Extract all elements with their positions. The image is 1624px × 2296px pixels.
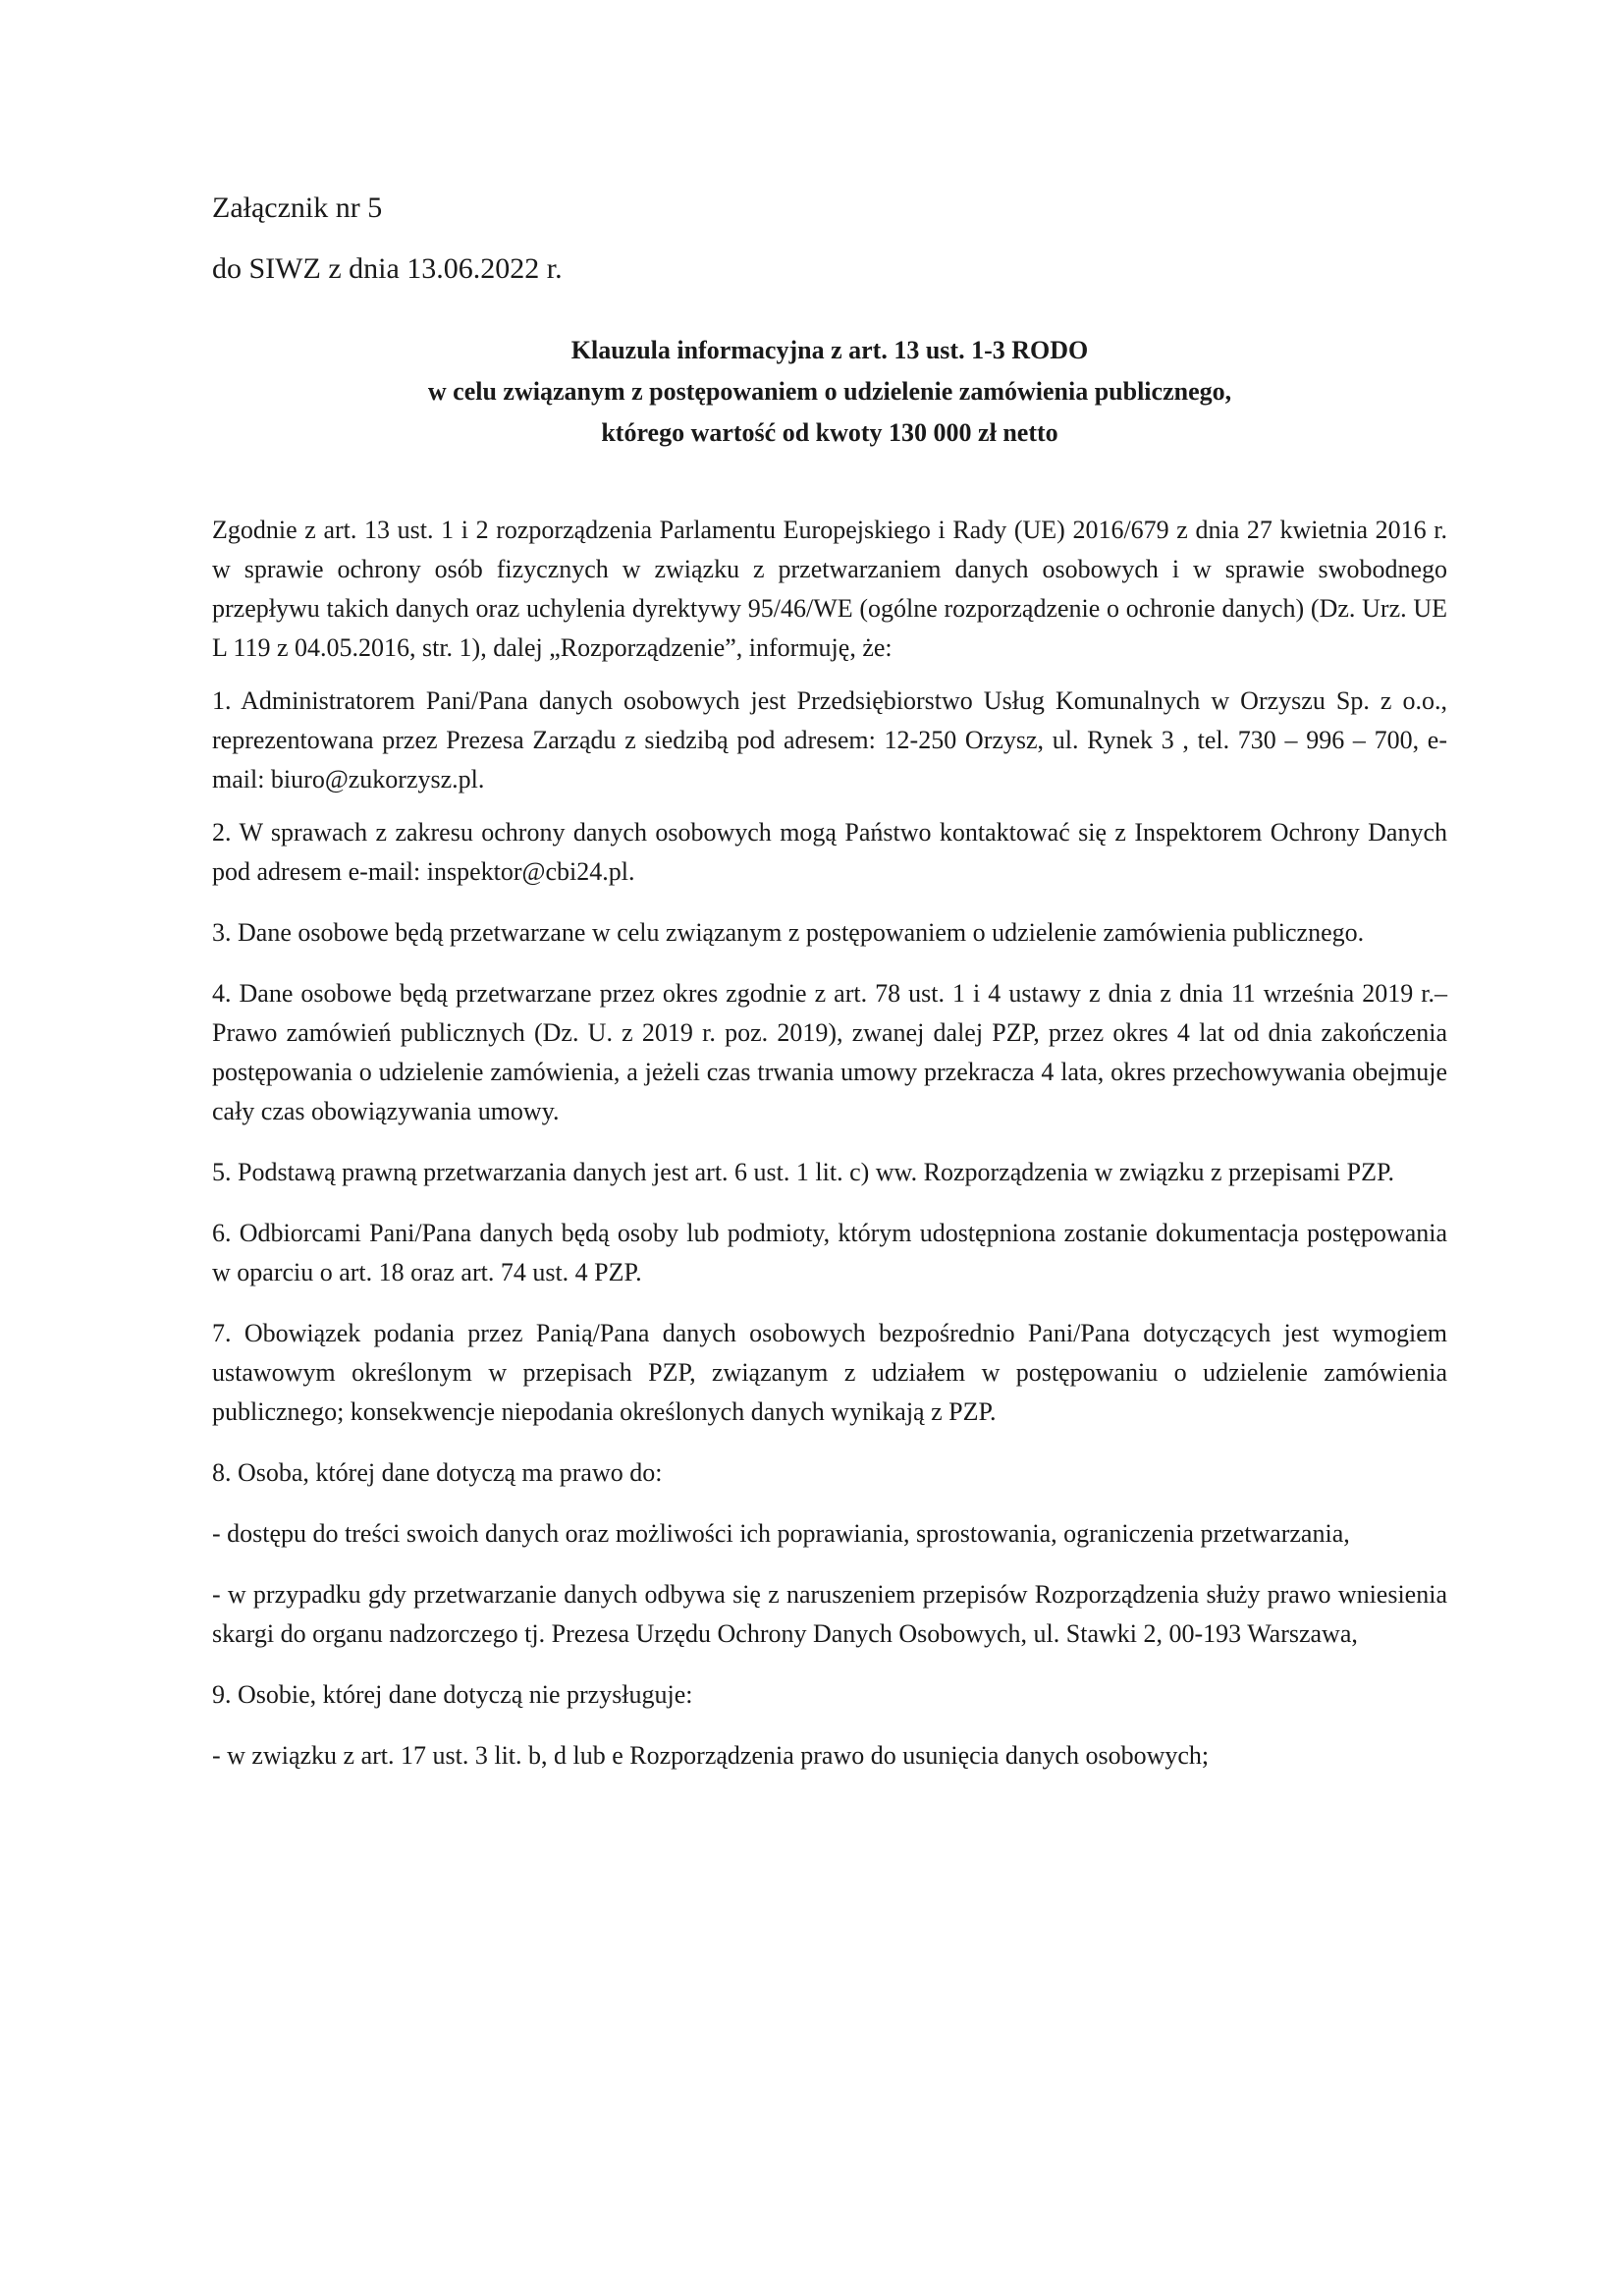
attachment-number: Załącznik nr 5 [212, 191, 383, 224]
clause-7: 7. Obowiązek podania przez Panią/Pana danych osobowych bezpośrednio Pani/Pana dotyczących jest wymogiem ustawowym określonym w przepisach PZP, związanym z udziałem w postępowaniu o udzielenie zamówienia publicznego; konsekwencje niepodania określonych danych wynikają z PZP. [212, 1319, 1447, 1426]
intro-paragraph: Zgodnie z art. 13 ust. 1 i 2 rozporządzenia Parlamentu Europejskiego i Rady (UE) 2016/679 z dnia 27 kwietnia 2016 r. w sprawie ochrony osób fizycznych w związku z przetwarzaniem danych osobowych i w sprawie swobodnego przepływu takich danych oraz uchylenia dyrektywy 95/46/WE (ogólne rozporządzenie o ochronie danych) (Dz. Urz. UE L 119 z 04.05.2016, str. 1), dalej „Rozporządzenie”, informuję, że: [212, 516, 1447, 662]
clause-9-no-erasure: - w związku z art. 17 ust. 3 lit. b, d lub e Rozporządzenia prawo do usunięcia danych osobowych; [212, 1741, 1210, 1770]
clause-3: 3. Dane osobowe będą przetwarzane w celu związanym z postępowaniem o udzielenie zamówienia publicznego. [212, 918, 1365, 947]
clause-8-right-complaint: - w przypadku gdy przetwarzanie danych odbywa się z naruszeniem przepisów Rozporządzenia służy prawo wniesienia skargi do organu nadzorczego tj. Prezesa Urzędu Ochrony Danych Osobowych, ul. Stawki 2, 00-193 Warszawa, [212, 1580, 1447, 1648]
clause-6: 6. Odbiorcami Pani/Pana danych będą osoby lub podmioty, którym udostępniona zostanie dokumentacja postępowania w oparciu o art. 18 oraz art. 74 ust. 4 PZP. [212, 1219, 1447, 1286]
document-title [212, 330, 1447, 454]
attachment-reference: do SIWZ z dnia 13.06.2022 r. [212, 252, 563, 285]
clause-1: 1. Administratorem Pani/Pana danych osobowych jest Przedsiębiorstwo Usług Komunalnych w Orzyszu Sp. z o.o., reprezentowana przez Prezesa Zarządu z siedzibą pod adresem: 12-250 Orzysz, ul. Rynek 3 , tel. 730 – 996 – 700, e-mail: biuro@zukorzysz.pl. [212, 686, 1447, 793]
clause-8: 8. Osoba, której dane dotyczą ma prawo do: [212, 1458, 663, 1487]
clause-5: 5. Podstawą prawną przetwarzania danych jest art. 6 ust. 1 lit. c) ww. Rozporządzenia w związku z przepisami PZP. [212, 1158, 1395, 1186]
clause-2: 2. W sprawach z zakresu ochrony danych osobowych mogą Państwo kontaktować się z Inspektorem Ochrony Danych pod adresem e-mail: inspektor@cbi24.pl. [212, 818, 1447, 886]
title-line-1: Klauzula informacyjna z art. 13 ust. 1-3 RODO [570, 336, 1089, 364]
clause-8-right-access: - dostępu do treści swoich danych oraz możliwości ich poprawiania, sprostowania, ograniczenia przetwarzania, [212, 1519, 1350, 1548]
clause-4: 4. Dane osobowe będą przetwarzane przez okres zgodnie z art. 78 ust. 1 i 4 ustawy z dnia z dnia 11 września 2019 r.– Prawo zamówień publicznych (Dz. U. z 2019 r. poz. 2019), zwanej dalej PZP, przez okres 4 lat od dnia zakończenia postępowania o udzielenie zamówienia, a jeżeli czas trwania umowy przekracza 4 lata, okres przechowywania obejmuje cały czas obowiązywania umowy. [212, 979, 1447, 1125]
document-header [212, 189, 899, 310]
title-line-2: w celu związanym z postępowaniem o udzielenie zamówienia publicznego, [427, 377, 1232, 406]
clause-9: 9. Osobie, której dane dotyczą nie przysługuje: [212, 1680, 693, 1709]
document-body [212, 511, 1447, 1797]
title-line-3: którego wartość od kwoty 130 000 zł netto [601, 418, 1058, 447]
